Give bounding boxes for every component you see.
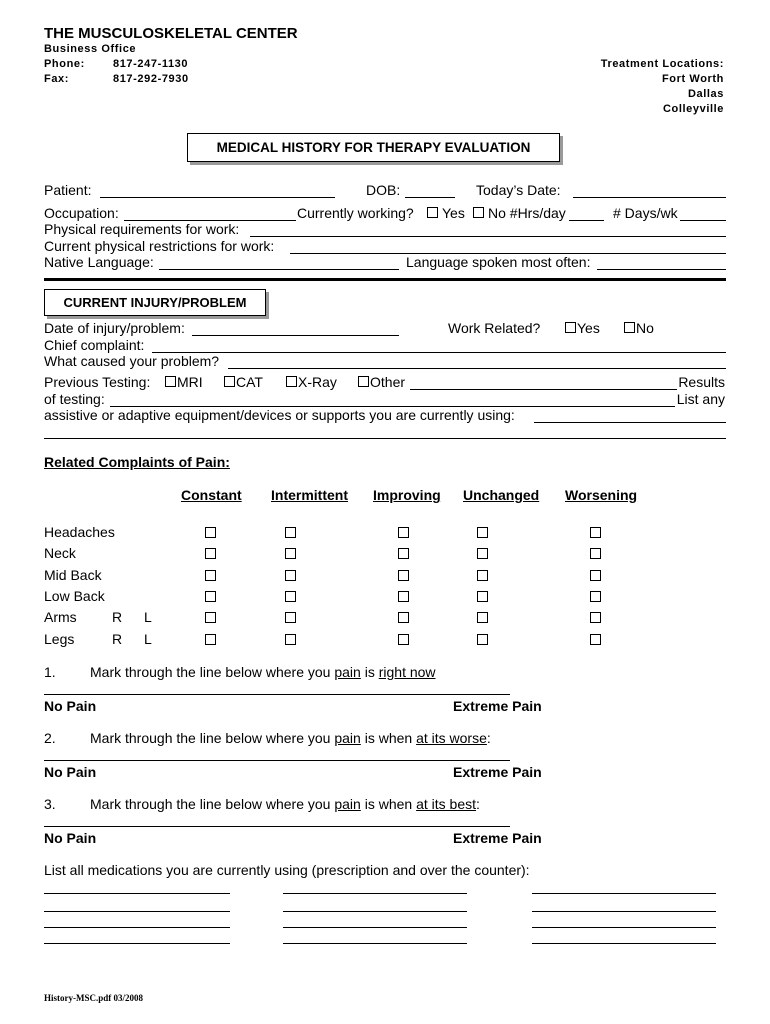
native-language-label: Native Language: [44, 254, 154, 270]
days-per-week-label: # Days/wk [613, 205, 678, 221]
pain-row-label: Headaches [44, 524, 115, 540]
scale-number: 2. [44, 730, 56, 746]
business-office-label: Business Office [44, 43, 137, 55]
medication-field[interactable] [532, 893, 716, 894]
medication-field[interactable] [532, 911, 716, 912]
days-per-week-field[interactable] [680, 220, 726, 221]
pain-unchanged-checkbox[interactable] [477, 527, 488, 538]
pain-improving-checkbox[interactable] [398, 591, 409, 602]
pain-scale-line[interactable] [44, 760, 510, 761]
list-any-label: List any [676, 391, 725, 407]
working-yes-label: Yes [442, 205, 465, 221]
mri-label: MRI [177, 374, 203, 390]
section-divider [44, 278, 726, 281]
assistive-equipment-field[interactable] [534, 422, 726, 423]
scale-extreme-pain-label: Extreme Pain [453, 764, 542, 780]
scale-text-pre: Mark through the line below where you [90, 664, 335, 680]
scale-extreme-pain-label: Extreme Pain [453, 830, 542, 846]
work-related-no-checkbox[interactable] [624, 322, 635, 333]
of-testing-label: of testing: [44, 391, 105, 407]
dob-field[interactable] [405, 197, 455, 198]
pain-constant-checkbox[interactable] [205, 591, 216, 602]
todays-date-field[interactable] [573, 197, 726, 198]
todays-date-label: Today’s Date: [476, 182, 561, 198]
other-test-label: Other [370, 374, 406, 390]
medication-field[interactable] [283, 893, 467, 894]
pain-worsening-checkbox[interactable] [590, 591, 601, 602]
pain-intermittent-checkbox[interactable] [285, 634, 296, 645]
chief-complaint-label: Chief complaint: [44, 337, 145, 353]
pain-constant-checkbox[interactable] [205, 634, 216, 645]
scale-text-pain: pain [334, 796, 361, 812]
pain-improving-checkbox[interactable] [398, 548, 409, 559]
medication-field[interactable] [44, 943, 230, 944]
medication-field[interactable] [283, 927, 467, 928]
right-side-label: R [112, 631, 123, 647]
pain-improving-checkbox[interactable] [398, 527, 409, 538]
scale-extreme-pain-label: Extreme Pain [453, 698, 542, 714]
pain-intermittent-checkbox[interactable] [285, 527, 296, 538]
scale-no-pain-label: No Pain [44, 830, 97, 846]
physical-requirements-label: Physical requirements for work: [44, 221, 240, 237]
native-language-field[interactable] [159, 269, 399, 270]
scale-text-focus: at its worse [416, 730, 487, 746]
scale-text-pain: pain [334, 730, 361, 746]
pain-row-label: Legs [44, 631, 75, 647]
pain-constant-checkbox[interactable] [205, 612, 216, 623]
scale-instruction [90, 796, 480, 812]
language-most-often-label: Language spoken most often: [406, 254, 591, 270]
scale-number: 1. [44, 664, 56, 680]
scale-no-pain-label: No Pain [44, 764, 97, 780]
medication-field[interactable] [532, 927, 716, 928]
location-item: Dallas [687, 88, 724, 100]
assistive-equipment-label: assistive or adaptive equipment/devices or supports you are currently using: [44, 407, 515, 423]
patient-name-field[interactable] [100, 197, 335, 198]
scale-number: 3. [44, 796, 56, 812]
scale-text-post: : [486, 730, 491, 746]
occupation-label: Occupation: [44, 205, 119, 221]
pain-intermittent-checkbox[interactable] [285, 612, 296, 623]
scale-instruction [90, 730, 491, 746]
cat-label: CAT [236, 374, 263, 390]
medication-field[interactable] [44, 893, 230, 894]
pain-constant-checkbox[interactable] [205, 527, 216, 538]
scale-text-mid: is when [360, 730, 417, 746]
working-yes-checkbox[interactable] [427, 207, 438, 218]
pain-scale-line[interactable] [44, 826, 510, 827]
pain-unchanged-checkbox[interactable] [477, 570, 488, 581]
mri-checkbox[interactable] [165, 376, 176, 387]
column-unchanged: Unchanged [463, 487, 540, 503]
pain-improving-checkbox[interactable] [398, 570, 409, 581]
pain-intermittent-checkbox[interactable] [285, 591, 296, 602]
treatment-locations-label: Treatment Locations: [600, 58, 724, 70]
location-item: Colleyville [662, 103, 724, 115]
pain-row-label: Arms [44, 609, 77, 625]
pain-worsening-checkbox[interactable] [590, 527, 601, 538]
scale-text-post: : [476, 796, 480, 812]
work-related-label: Work Related? [448, 320, 541, 336]
other-test-field[interactable] [410, 389, 677, 390]
working-no-checkbox[interactable] [473, 207, 484, 218]
left-side-label: L [144, 631, 152, 647]
pain-row-label: Neck [44, 545, 76, 561]
chief-complaint-field[interactable] [152, 352, 726, 353]
previous-testing-label: Previous Testing: [44, 374, 151, 390]
physical-restrictions-label: Current physical restrictions for work: [44, 238, 275, 254]
hrs-per-day-label: No #Hrs/day [488, 205, 566, 221]
currently-working-label: Currently working? [297, 205, 414, 221]
medications-label: List all medications you are currently using (prescription and over the counter): [44, 862, 530, 878]
patient-label: Patient: [44, 182, 92, 198]
column-improving: Improving [373, 487, 441, 503]
hrs-per-day-field[interactable] [569, 220, 604, 221]
work-related-no-label: No [636, 320, 654, 336]
work-related-yes-label: Yes [577, 320, 600, 336]
right-side-label: R [112, 609, 123, 625]
medication-field[interactable] [283, 943, 467, 944]
fax-number: 817-292-7930 [113, 73, 189, 85]
pain-row-label: Mid Back [44, 567, 102, 583]
assistive-equipment-field-line2[interactable] [44, 438, 726, 439]
column-worsening: Worsening [565, 487, 638, 503]
section-title-current-injury: CURRENT INJURY/PROBLEM [44, 289, 266, 316]
xray-checkbox[interactable] [286, 376, 297, 387]
fax-label: Fax: [44, 73, 70, 85]
pain-worsening-checkbox[interactable] [590, 570, 601, 581]
related-complaints-title: Related Complaints of Pain: [44, 454, 230, 470]
scale-text-pre: Mark through the line below where you [90, 796, 335, 812]
cat-checkbox[interactable] [224, 376, 235, 387]
scale-no-pain-label: No Pain [44, 698, 97, 714]
medication-field[interactable] [532, 943, 716, 944]
form-title: MEDICAL HISTORY FOR THERAPY EVALUATION [187, 133, 560, 162]
medication-field[interactable] [44, 927, 230, 928]
physical-requirements-field[interactable] [250, 236, 726, 237]
pain-unchanged-checkbox[interactable] [477, 591, 488, 602]
results-label: Results [678, 374, 725, 390]
phone-number: 817-247-1130 [113, 58, 189, 70]
xray-label: X-Ray [298, 374, 337, 390]
scale-instruction [90, 664, 436, 680]
medication-field[interactable] [44, 911, 230, 912]
org-name: THE MUSCULOSKELETAL CENTER [44, 25, 298, 42]
left-side-label: L [144, 609, 152, 625]
phone-label: Phone: [44, 58, 85, 70]
pain-improving-checkbox[interactable] [398, 612, 409, 623]
scale-text-pre: Mark through the line below where you [90, 730, 335, 746]
other-test-checkbox[interactable] [358, 376, 369, 387]
date-of-injury-field[interactable] [192, 335, 399, 336]
pain-unchanged-checkbox[interactable] [477, 634, 488, 645]
footer-document-id: History-MSC.pdf 03/2008 [44, 993, 143, 1003]
problem-cause-field[interactable] [228, 368, 726, 369]
location-item: Fort Worth [661, 73, 724, 85]
pain-unchanged-checkbox[interactable] [477, 612, 488, 623]
scale-text-pain: pain [334, 664, 361, 680]
scale-text-focus: right now [378, 664, 436, 680]
pain-unchanged-checkbox[interactable] [477, 548, 488, 559]
dob-label: DOB: [366, 182, 401, 198]
scale-text-mid: is [360, 664, 379, 680]
problem-cause-label: What caused your problem? [44, 353, 220, 369]
medication-field[interactable] [283, 911, 467, 912]
pain-worsening-checkbox[interactable] [590, 548, 601, 559]
pain-constant-checkbox[interactable] [205, 570, 216, 581]
pain-scale-line[interactable] [44, 694, 510, 695]
pain-worsening-checkbox[interactable] [590, 612, 601, 623]
pain-constant-checkbox[interactable] [205, 548, 216, 559]
scale-text-focus: at its best [416, 796, 476, 812]
scale-text-mid: is when [360, 796, 417, 812]
language-most-often-field[interactable] [597, 269, 726, 270]
pain-improving-checkbox[interactable] [398, 634, 409, 645]
pain-row-label: Low Back [44, 588, 105, 604]
pain-worsening-checkbox[interactable] [590, 634, 601, 645]
column-constant: Constant [181, 487, 242, 503]
work-related-yes-checkbox[interactable] [565, 322, 576, 333]
pain-intermittent-checkbox[interactable] [285, 548, 296, 559]
column-intermittent: Intermittent [271, 487, 348, 503]
date-of-injury-label: Date of injury/problem: [44, 320, 185, 336]
pain-intermittent-checkbox[interactable] [285, 570, 296, 581]
